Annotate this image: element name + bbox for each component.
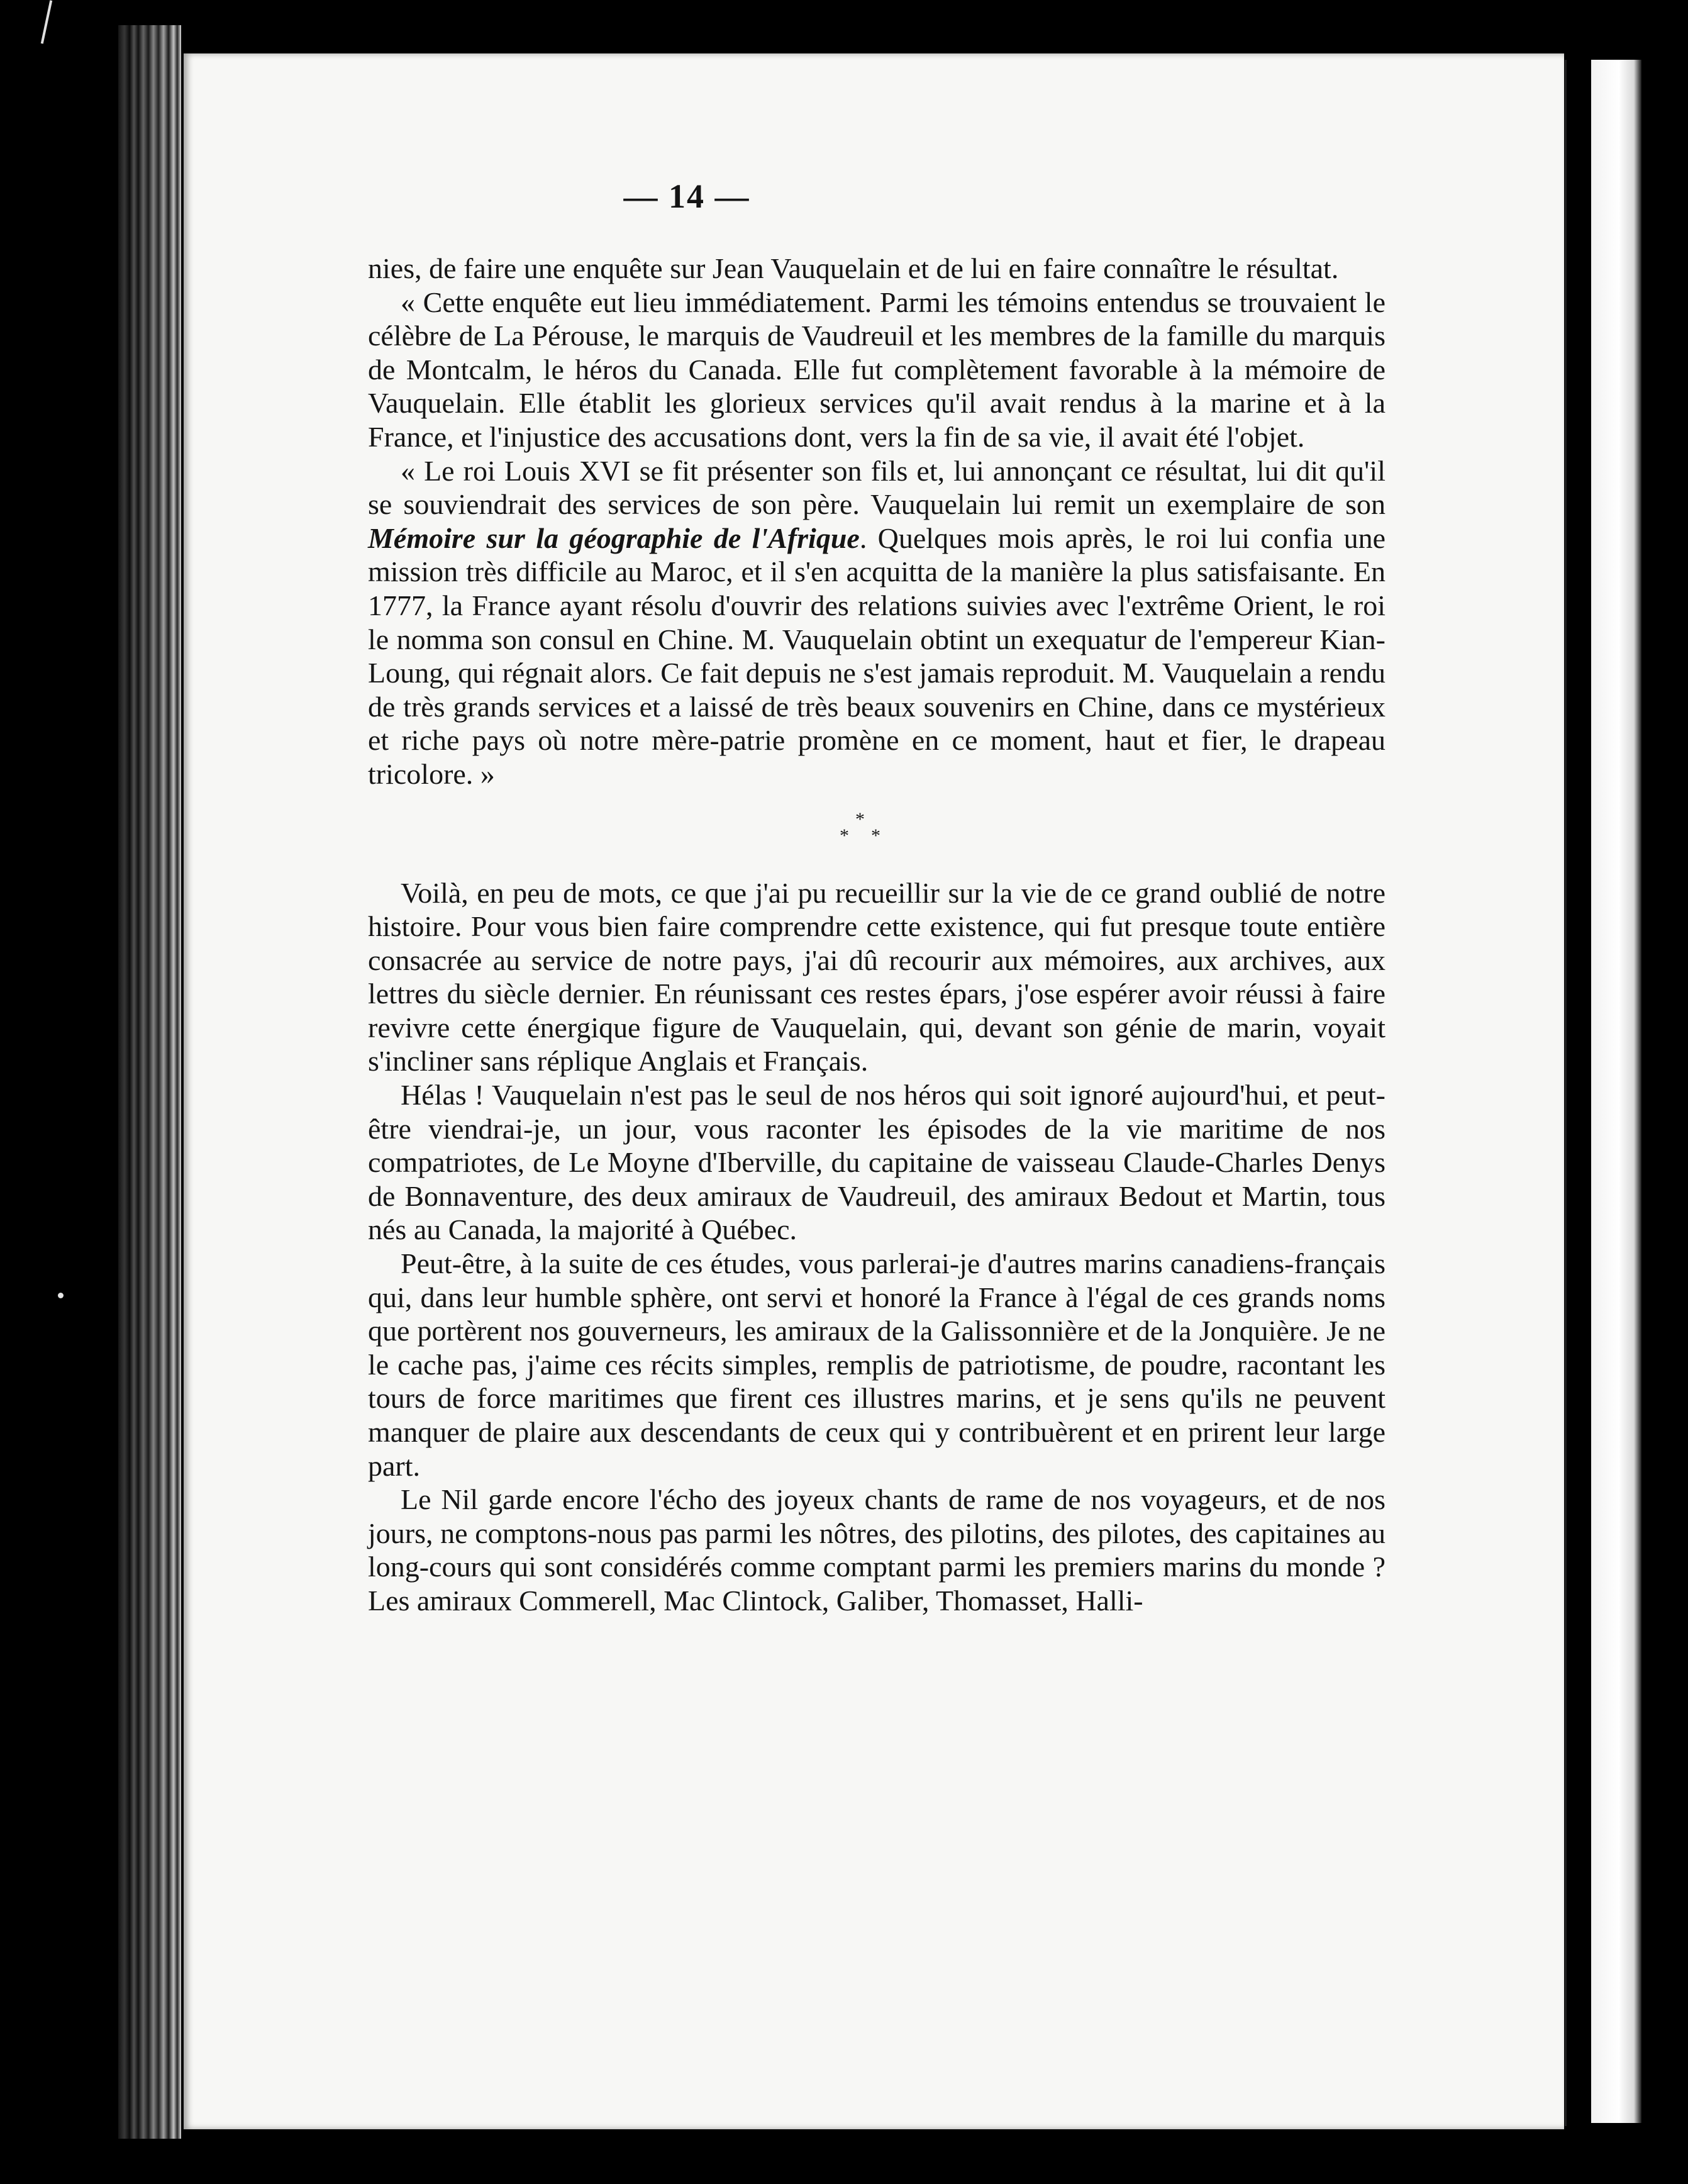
paragraph-louis-xvi-part-2: . Quelques mois après, le roi lui confia une mission très difficile au Maroc, et il s'en acquitta de la manière la plus satisfaisante. En 1777, la France ayant résolu d'ouvrir des relations suivies avec l'extrême Orient, le roi le nomma son consul en Chine. M. Vauquelain obtint un exequatur de l'empereur Kian-Loung, qui régnait alors. Ce fait depuis ne s'est jamais reproduit. M. Vauquelain a rendu de très grands services et a laissé de très beaux souvenirs en Chine, dans ce mystérieux et riche pays où notre mère-patrie promène en ce moment, haut et fier, le drapeau tricolore. » [368,521,1385,790]
book-page-edges-left [118,25,181,2139]
paragraph-helas: Hélas ! Vauquelain n'est pas le seul de nos héros qui soit ignoré aujourd'hui, et peut-être viendrai-je, un jour, vous raconter les épisodes de la vie maritime de nos compatriotes, de Le Moyne d'Iberville, du capitaine de vaisseau Claude-Charles Denys de Bonnaventure, des deux amiraux de Vaudreuil, des amiraux Bedout et Martin, tous nés au Canada, la majorité à Québec. [368,1079,1385,1246]
paragraph-enquete: « Cette enquête eut lieu immédiatement. Parmi les témoins entendus se trouvaient le célèbre de La Pérouse, le marquis de Vaudreuil et les membres de la famille du marquis de Montcalm, le héros du Canada. Elle fut complètement favorable à la mémoire de Vauquelain. Elle établit les glorieux services qu'il avait rendus à la marine et à la France, et l'injustice des accusations dont, vers la fin de sa vie, il avait été l'objet. [368,286,1385,453]
asterism-star-left: * [840,825,849,846]
asterism-star-right: * [871,825,880,846]
paragraph-louis-xvi [368,454,1385,791]
scan-scratch-mark [41,0,52,43]
body-text [368,252,1385,1618]
section-break-asterism [368,791,1385,876]
scan-dust-spot [58,1293,64,1298]
paragraph-continuation: nies, de faire une enquête sur Jean Vauquelain et de lui en faire connaître le résultat. [368,252,1339,284]
paragraph-voila: Voilà, en peu de mots, ce que j'ai pu recueillir sur la vie de ce grand oublié de notre histoire. Pour vous bien faire comprendre cette existence, qui fut presque toute entière consacrée au service de notre pays, j'ai dû recourir aux mémoires, aux archives, aux lettres du siècle dernier. En réunissant ces restes épars, j'ose espérer avoir réussi à faire revivre cette énergique figure de Vauquelain, qui, devant son génie de marin, voyait s'incliner sans réplique Anglais et Français. [368,876,1385,1078]
book-title-italic: Mémoire sur la géographie de l'Afrique [368,521,860,554]
page-gutter-line [1565,60,1567,2126]
paragraph-peut-etre: Peut-être, à la suite de ces études, vous parlerai-je d'autres marins canadiens-français qui, dans leur humble sphère, ont servi et honoré la France à l'égal de ces grands noms que portèrent nos gouverneurs, les amiraux de la Galissonnière et de la Jonquière. Je ne le cache pas, j'aime ces récits simples, remplis de patriotisme, de poudre, racontant les tours de force maritimes que firent ces illustres marins, et je sens qu'ils ne peuvent manquer de plaire aux descendants de ceux qui y contribuèrent et en prirent leur large part. [368,1247,1385,1482]
paragraph-le-nil: Le Nil garde encore l'écho des joyeux chants de rame de nos voyageurs, et de nos jours, ne comptons-nous pas parmi les nôtres, des pilotins, des pilotes, des capitaines au long-cours qui sont considérés comme comptant parmi les premiers marins du monde ? Les amiraux Commerell, Mac Clintock, Galiber, Thomasset, Halli- [368,1483,1385,1617]
paragraph-louis-xvi-part-1: « Le roi Louis XVI se fit présenter son fils et, lui annonçant ce résultat, lui dit qu'il se souviendrait des services de son père. Vauquelain lui remit un exemplaire de son [368,454,1385,521]
book-page [184,53,1564,2129]
page-number: — 14 — [623,177,750,215]
asterism-star-top: * [855,808,865,830]
facing-page-edge-right [1591,60,1641,2123]
